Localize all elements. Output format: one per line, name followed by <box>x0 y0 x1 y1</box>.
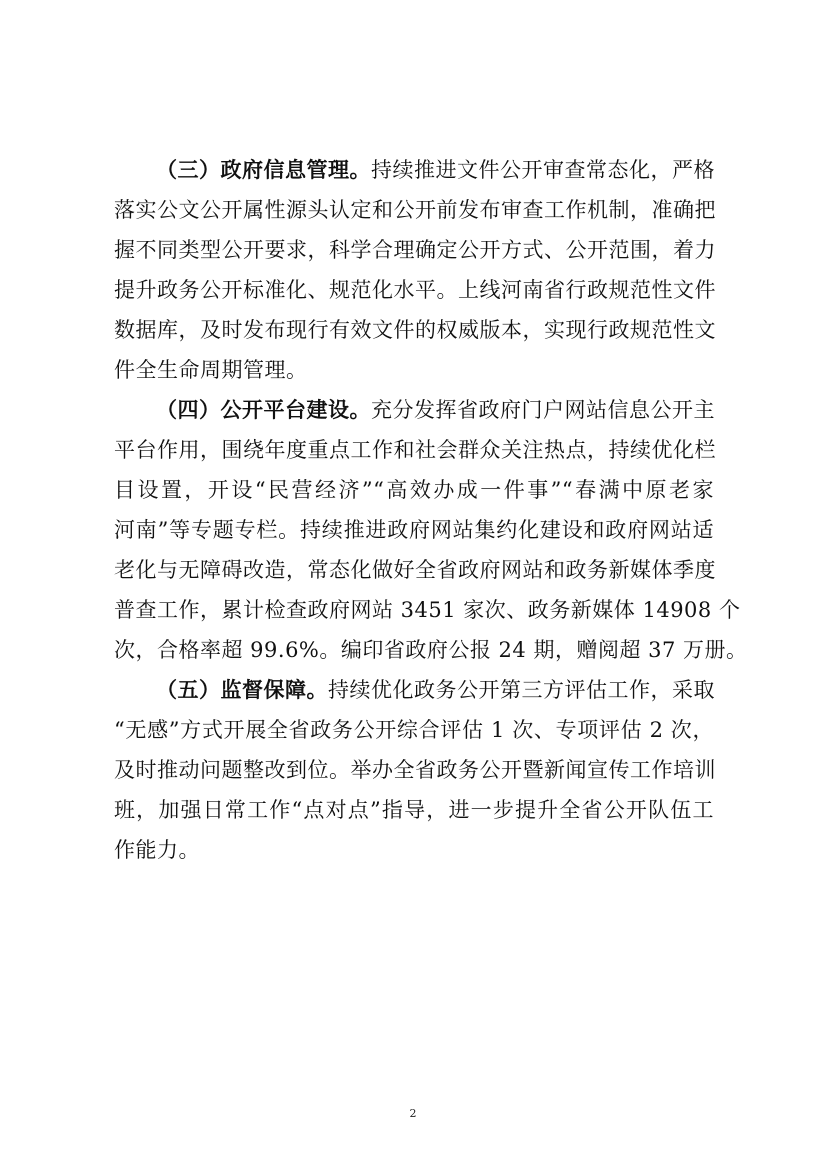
paragraph-line: 作能力。 <box>114 838 200 862</box>
paragraph-line: 平台作用，围绕年度重点工作和社会群众关注热点，持续优化栏 <box>114 438 716 462</box>
paragraph-line: 握不同类型公开要求，科学合理确定公开方式、公开范围，着力 <box>114 238 716 262</box>
paragraph-supervision-guarantee <box>114 670 714 870</box>
paragraph-line: 老化与无障碍改造，常态化做好全省政府网站和政务新媒体季度 <box>114 558 716 582</box>
paragraph-line: （四）公开平台建设。充分发挥省政府门户网站信息公开主 <box>156 397 715 422</box>
page-number: 2 <box>409 1107 417 1120</box>
section-heading: （四）公开平台建设。 <box>156 397 371 422</box>
paragraph-government-info-management <box>114 150 714 390</box>
paragraph-line: 件全生命周期管理。 <box>114 358 308 382</box>
section-heading: （三）政府信息管理。 <box>156 157 371 182</box>
section-heading: （五）监督保障。 <box>156 677 328 702</box>
paragraph-line: “无感”方式开展全省政务公开综合评估 1 次、专项评估 2 次， <box>114 718 714 742</box>
paragraph-line: 落实公文公开属性源头认定和公开前发布审查工作机制，准确把 <box>114 198 716 222</box>
paragraph-line: （五）监督保障。持续优化政务公开第三方评估工作，采取 <box>156 677 715 702</box>
paragraph-line: 数据库，及时发布现行有效文件的权威版本，实现行政规范性文 <box>114 318 716 342</box>
paragraph-line: 班，加强日常工作“点对点”指导，进一步提升全省公开队伍工 <box>114 798 714 822</box>
paragraph-open-platform-building <box>114 390 748 670</box>
paragraph-line: （三）政府信息管理。持续推进文件公开审查常态化，严格 <box>156 157 715 182</box>
paragraph-line: 次，合格率超 99.6%。编印省政府公报 24 期，赠阅超 37 万册。 <box>114 638 748 662</box>
paragraph-line: 河南”等专题专栏。持续推进政府网站集约化建设和政府网站适 <box>114 518 714 542</box>
paragraph-line: 及时推动问题整改到位。举办全省政务公开暨新闻宣传工作培训 <box>114 758 716 782</box>
document-body <box>114 150 748 870</box>
paragraph-line: 提升政务公开标准化、规范化水平。上线河南省行政规范性文件 <box>114 278 716 302</box>
paragraph-line: 目设置，开设“民营经济”“高效办成一件事”“春满中原老家 <box>114 478 714 502</box>
paragraph-line: 普查工作，累计检查政府网站 3451 家次、政务新媒体 14908 个 <box>114 598 741 622</box>
